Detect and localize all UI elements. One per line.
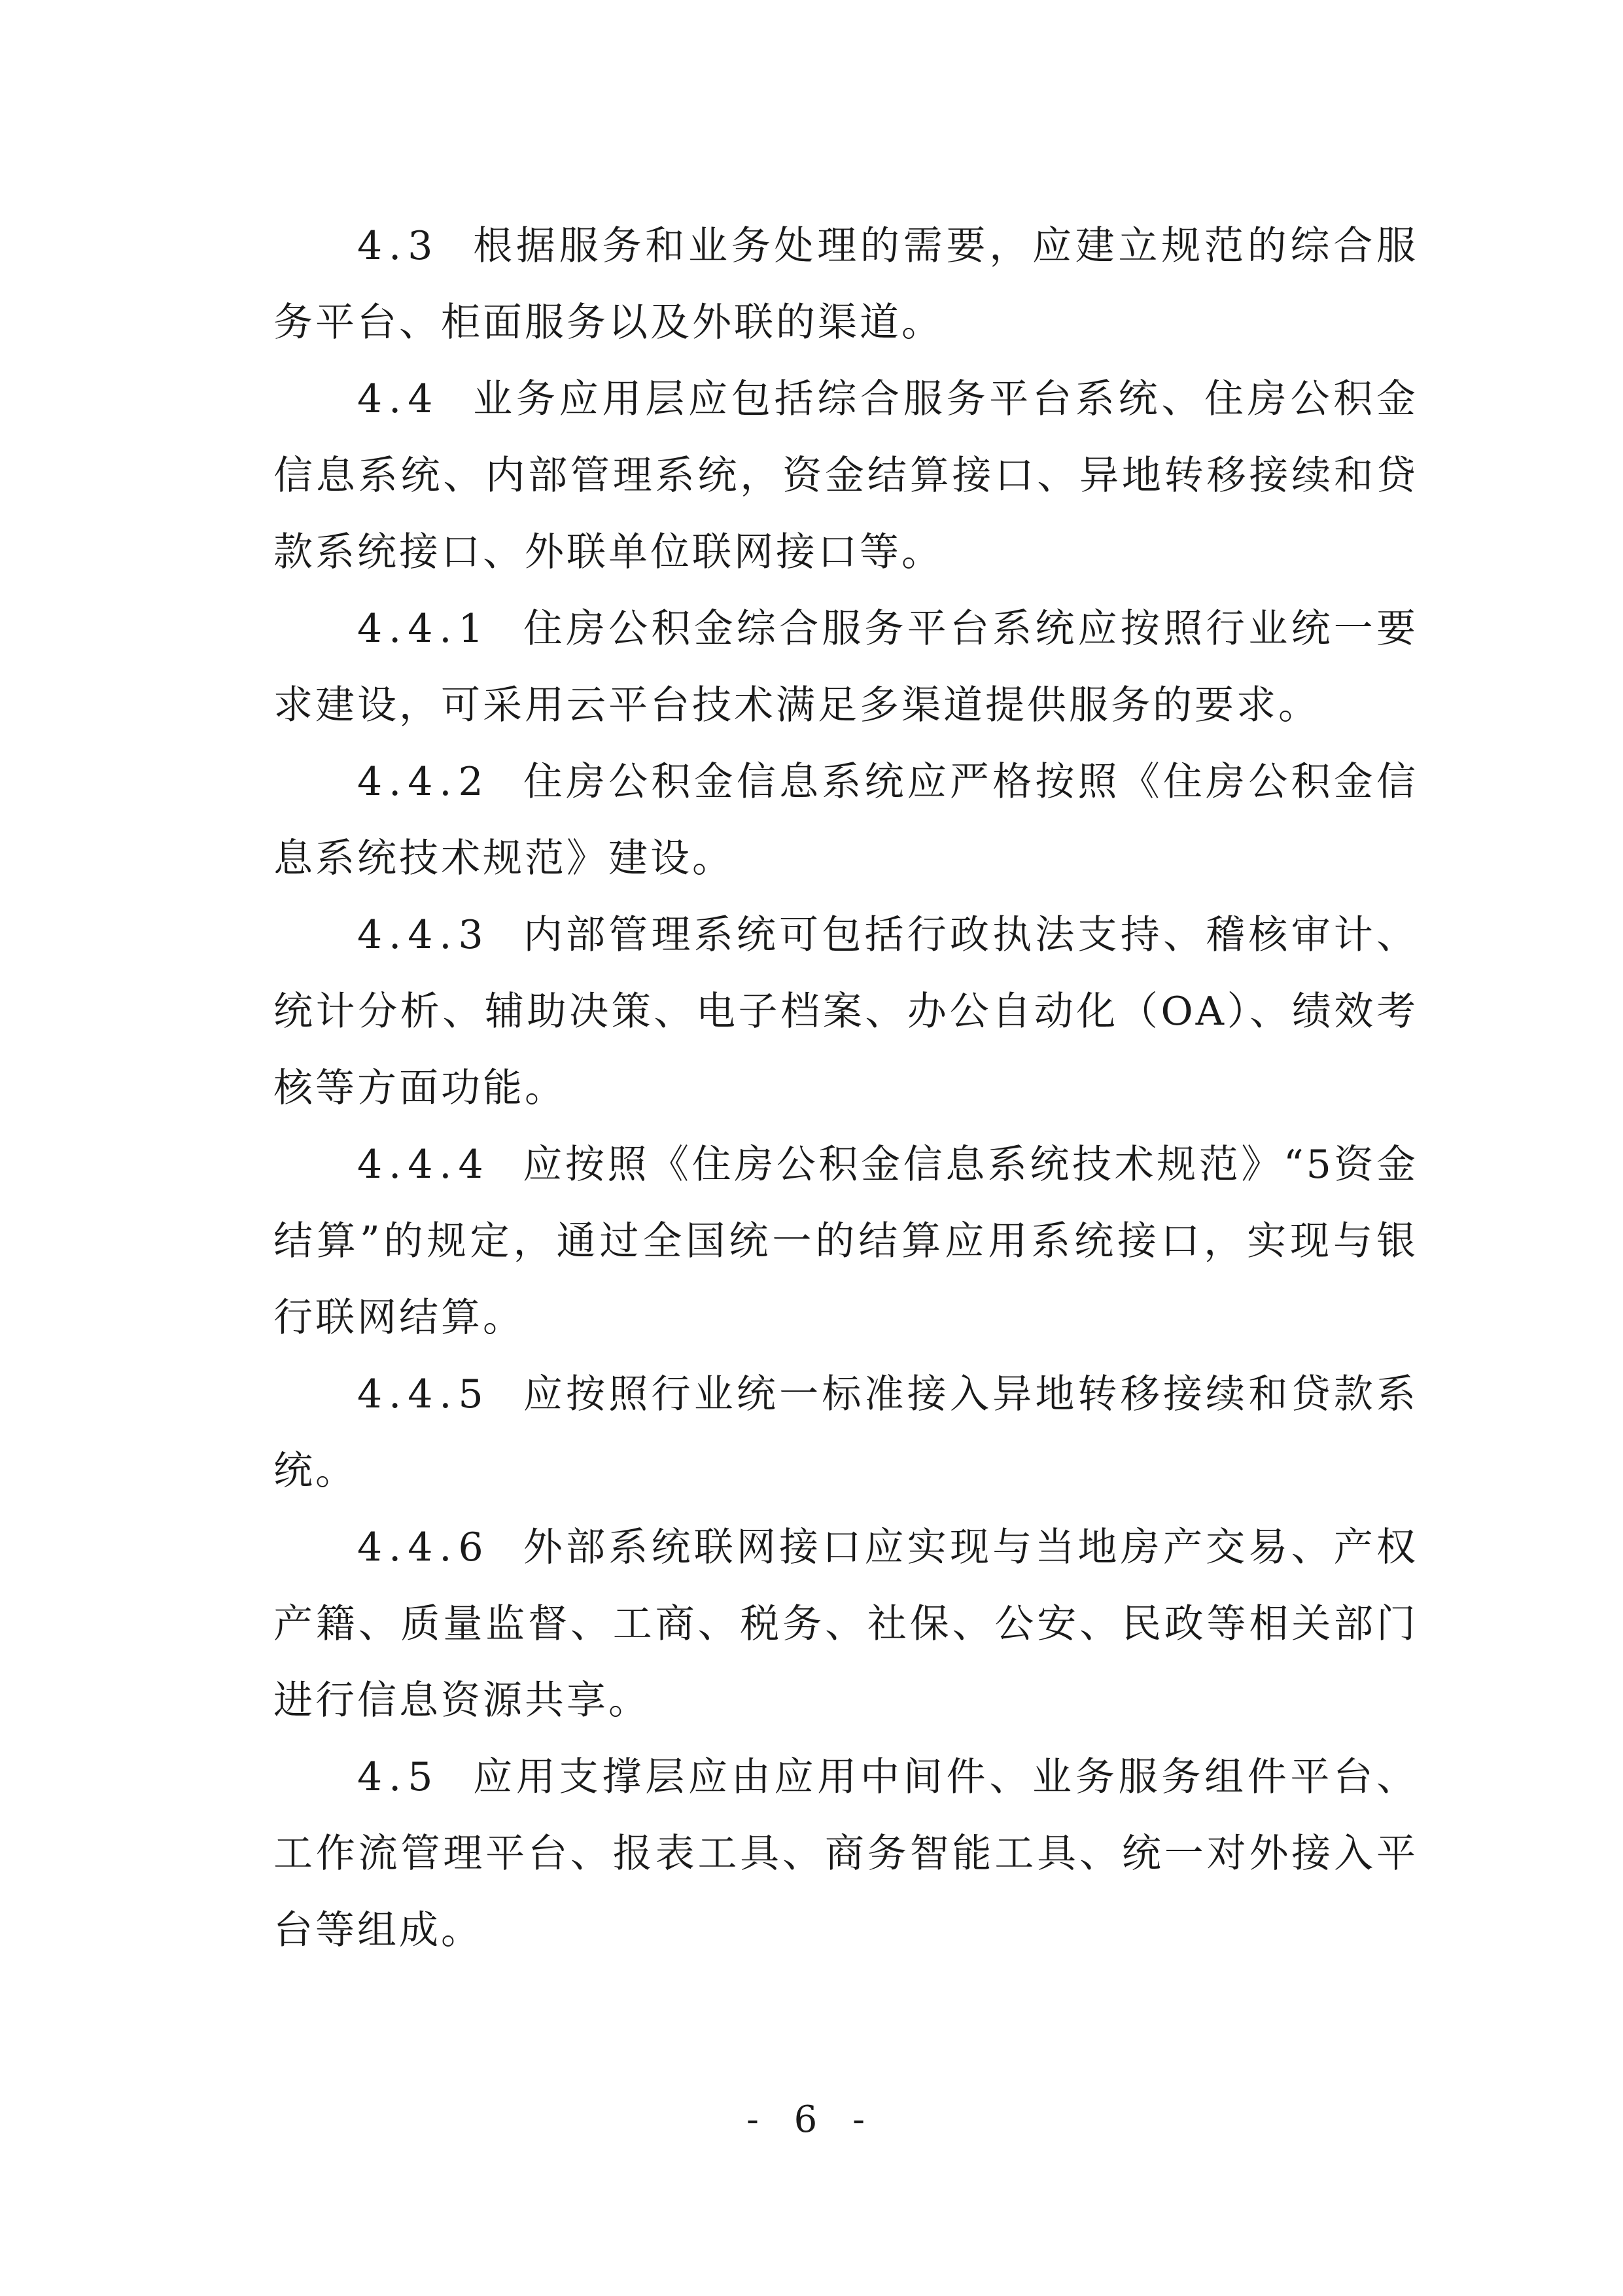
clause-number: 4.4 [357, 376, 440, 422]
clause-number: 4.4.3 [357, 912, 490, 958]
clause-text: 业务应用层应包括综合服务平台系统、住房公积金信息系统、内部管理系统，资金结算接口、异地转移接续和贷款系统接口、外联单位联网接口等。 [273, 376, 1418, 575]
clause-number: 4.4.4 [357, 1142, 490, 1188]
paragraph-4-4-3 [273, 897, 1418, 1127]
clause-text: 应按照行业统一标准接入异地转移接续和贷款系统。 [273, 1371, 1418, 1494]
clause-text: 应用支撑层应由应用中间件、业务服务组件平台、工作流管理平台、报表工具、商务智能工具、统一对外接入平台等组成。 [273, 1754, 1418, 1953]
clause-text: 应按照《住房公积金信息系统技术规范》“5资金结算”的规定，通过全国统一的结算应用系统接口，实现与银行联网结算。 [273, 1142, 1418, 1341]
clause-number: 4.4.6 [357, 1525, 490, 1570]
clause-number: 4.4.5 [357, 1371, 490, 1417]
paragraph-4-4-2 [273, 744, 1418, 897]
clause-number: 4.4.2 [357, 759, 490, 805]
paragraph-4-5 [273, 1739, 1418, 1969]
clause-number: 4.5 [357, 1754, 440, 1800]
page-number: - 6 - [746, 2098, 877, 2141]
clause-text: 根据服务和业务处理的需要，应建立规范的综合服务平台、柜面服务以及外联的渠道。 [273, 223, 1418, 345]
paragraph-4-3 [273, 208, 1418, 361]
body-text [273, 208, 1418, 1969]
clause-text: 住房公积金综合服务平台系统应按照行业统一要求建设，可采用云平台技术满足多渠道提供服务的要求。 [273, 606, 1418, 728]
paragraph-4-4-1 [273, 591, 1418, 744]
clause-text: 住房公积金信息系统应严格按照《住房公积金信息系统技术规范》建设。 [273, 759, 1418, 881]
clause-text: 外部系统联网接口应实现与当地房产交易、产权产籍、质量监督、工商、税务、社保、公安、民政等相关部门进行信息资源共享。 [273, 1525, 1418, 1723]
paragraph-4-4-4 [273, 1127, 1418, 1356]
paragraph-4-4 [273, 361, 1418, 591]
clause-number: 4.4.1 [357, 606, 490, 652]
paragraph-4-4-6 [273, 1510, 1418, 1739]
paragraph-4-4-5 [273, 1356, 1418, 1510]
clause-number: 4.3 [357, 223, 440, 269]
clause-text: 内部管理系统可包括行政执法支持、稽核审计、统计分析、辅助决策、电子档案、办公自动化（OA）、绩效考核等方面功能。 [273, 912, 1418, 1111]
